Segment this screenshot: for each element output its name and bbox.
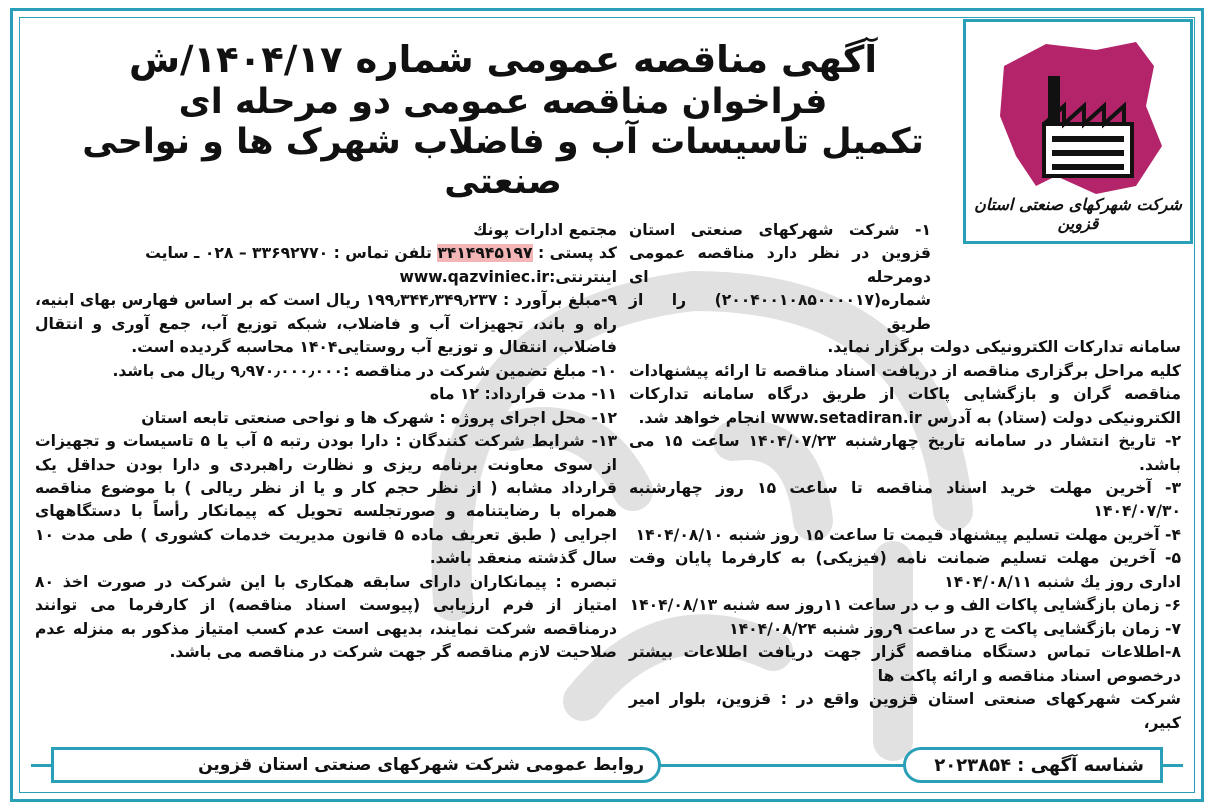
item-2: ۲- تاریخ انتشار در سامانه تاریخ چهارشنبه ۱۴۰۴/۰۷/۲۳ ساعت ۱۵ می باشد. <box>629 432 1181 474</box>
item-9: ۹-مبلغ برآورد : ۱۹۹٫۳۴۴٫۳۴۹٫۲۳۷ ریال است که بر اساس فهارس بهای ابنیه، راه و باند، تجهیزات آب و فاضلاب، شبکه توزیع آب، جمع آوری و انتقال فاضلاب، انتقال و توزیع آب روستایی۱۴۰۴ محاسبه گردیده است. <box>35 291 618 357</box>
qazviniec-url-link[interactable]: www.qazviniec.ir <box>399 267 550 286</box>
logo-caption: شرکت شهرکهای صنعتی استان قزوین <box>974 195 1182 233</box>
site-label: اینترنتی: <box>549 267 617 286</box>
item-1c-pre: کلیه مراحل برگزاری مناقصه از دریافت اسناد مناقصه تا ارائه پیشنهادات مناقصه گران و بازگشایی پاکات از طریق درگاه سامانه تدارکات الکترونیکی دولت (ستاد) به آدرس <box>629 361 1181 427</box>
address-continued: مجتمع ادارات پونك <box>473 221 617 239</box>
website-line <box>35 266 617 289</box>
item-4: ۴- آخرین مهلت تسلیم پیشنهاد قیمت تا ساعت ۱۵ روز شنبه ۱۴۰۴/۰۸/۱۰ <box>635 525 1181 544</box>
item-6: ۶- زمان بازگشایی پاکات الف و ب در ساعت ۱۱روز سه شنبه ۱۴۰۴/۰۸/۱۳ <box>629 596 1181 615</box>
contact-line <box>35 242 617 265</box>
project-title: تکمیل تاسیسات آب و فاضلاب شهرک ها و نواحی صنعتی <box>82 121 924 203</box>
setad-url-link[interactable]: www.setadiran.ir <box>770 408 922 427</box>
ad-id-value: ۲۰۲۳۸۵۴ <box>934 754 1012 776</box>
item-13: ۱۳- شرایط شرکت کنندگان : دارا بودن رتبه ۵ آب یا ۵ تاسیسات و تجهیزات از سوی معاونت برنامه ریزی و نظارت راهبردی و دارا بودن حداقل یک قرارداد مشابه ( از نظر حجم کار و یا از نظر ریالی ) با موضوع مناقصه همراه با رضایتنامه و صورتجلسه تحویل که پیمانکار رأساً با دستگاههای اجرایی ( طبق تعریف ماده ۵ قانون مدیریت خدمات کشوری ) طی مدت ۱۰ سال گذشته منعقد باشد. <box>35 432 617 568</box>
ad-id-label: شناسه آگهی : <box>1017 754 1144 776</box>
company-logo-box <box>963 19 1193 244</box>
item-8: ۸-اطلاعات تماس دستگاه مناقصه گزار جهت دریافت اطلاعات بیشتر درخصوص اسناد مناقصه و ارائه پاکت ها <box>629 643 1181 685</box>
publisher-box <box>51 747 661 783</box>
factory-map-logo-icon <box>986 36 1176 201</box>
item-1b: سامانه تدارکات الکترونیکی دولت برگزار نماید. <box>827 338 1181 357</box>
header-titles <box>53 39 953 202</box>
note: تبصره : پیمانکاران دارای سابقه همکاری با این شرکت در صورت اخذ ۸۰ امتیاز از فرم ارزیابی (پیوست اسناد مناقصه) از کارفرما می توانند درمناقصه شرکت نمایند، بدیهی است عدم کسب امتیاز مذکور به منزله عدم صلاحیت لازم مناقصه گر جهت شرکت در مناقصه می باشد. <box>35 572 617 662</box>
tender-call-title: فراخوان مناقصه عمومی دو مرحله ای <box>178 81 828 122</box>
item-1a: ۱- شرکت شهرکهای صنعتی استان قزوین در نظر دارد مناقصه عمومی دومرحله ای شماره(۲۰۰۴۰۰۱۰۸۵۰۰۰۰۱۷) را از طریق <box>629 221 931 333</box>
item-1c-post: انجام خواهد شد. <box>638 408 766 427</box>
item-3: ۳- آخرین مهلت خرید اسناد مناقصه تا ساعت ۱۵ روز چهارشنبه ۱۴۰۴/۰۷/۳۰ <box>629 478 1181 521</box>
ad-id-box <box>903 747 1163 783</box>
left-column <box>35 219 617 665</box>
outer-frame <box>10 8 1204 802</box>
item-7: ۷- زمان بازگشایی پاکت ج در ساعت ۹روز شنبه ۱۴۰۴/۰۸/۲۴ <box>729 619 1181 638</box>
item-11: ۱۱- مدت قرارداد: ۱۲ ماه <box>429 385 617 404</box>
publisher-text: روابط عمومی شرکت شهرکهای صنعتی استان قزوین <box>198 755 644 775</box>
footer-bar <box>31 747 1183 783</box>
postal-label: کد پستی : <box>537 244 617 263</box>
postal-code: ۳۴۱۴۹۴۵۱۹۷ <box>437 244 533 263</box>
item-8-address: شرکت شهرکهای صنعتی استان قزوین واقع در : قزوین، بلوار امیر کبیر، <box>629 690 1181 732</box>
item-12: ۱۲- محل اجرای پروژه : شهرک ها و نواحی صنعتی تابعه استان <box>141 408 617 427</box>
right-column <box>629 219 1181 735</box>
item-1c <box>629 360 1181 430</box>
tender-number-title: آگهی مناقصه عمومی شماره ۱۴۰۴/۱۷/ش <box>128 38 878 81</box>
item-5: ۵- آخرین مهلت تسلیم ضمانت نامه (فیزیکی) به کارفرما پایان وقت اداری روز یك شنبه ۱۴۰۴/۰۸/۱۱ <box>629 549 1181 591</box>
phone-line: تلفن تماس : ۳۳۶۹۲۷۷۰ – ۰۲۸ ـ سایت <box>145 244 432 263</box>
item-10: ۱۰- مبلغ تضمین شرکت در مناقصه :۹٫۹۷۰٫۰۰۰٫۰۰۰ ریال می باشد. <box>112 361 617 380</box>
